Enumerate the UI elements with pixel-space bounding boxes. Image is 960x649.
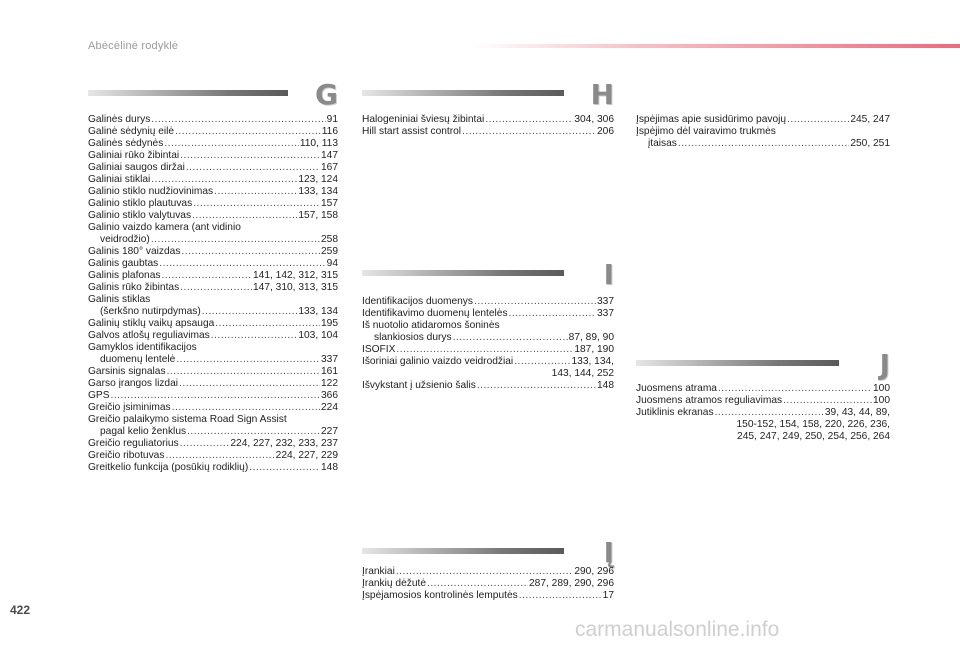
dot-leader	[192, 210, 297, 222]
dot-leader	[179, 378, 320, 390]
section-bar	[362, 548, 564, 554]
dot-leader	[519, 590, 602, 602]
index-entry	[362, 356, 614, 380]
index-entry	[88, 126, 338, 138]
section-letter: Į	[603, 536, 614, 569]
page-refs: 187, 190	[574, 344, 614, 355]
page-refs: 195	[321, 318, 338, 329]
dot-leader	[159, 258, 325, 270]
page-refs: 287, 289, 290, 296	[529, 578, 614, 589]
entry-term: Įspėjamosios kontrolinės lemputės	[362, 590, 518, 601]
page-refs: 337	[597, 308, 614, 319]
entry-term: Greitkelio funkcija (posūkių rodiklių)	[88, 462, 249, 473]
entry-term: Įspėjimas apie susidūrimo pavojų	[636, 114, 787, 125]
page-refs: 245, 247	[850, 114, 890, 125]
index-entry	[88, 330, 338, 342]
index-entry	[88, 294, 338, 318]
dot-leader	[718, 383, 872, 395]
page-refs: 116	[321, 126, 338, 137]
entry-term: Išvykstant į užsienio šalis	[362, 380, 476, 391]
index-entry	[88, 174, 338, 186]
dot-leader	[485, 114, 573, 126]
page-refs: 133, 134	[298, 186, 338, 197]
dot-leader	[462, 126, 596, 138]
page-refs: 147	[321, 150, 338, 161]
index-entry	[88, 150, 338, 162]
dot-leader	[151, 234, 320, 246]
index-entry	[362, 578, 614, 590]
entry-term: Hill start assist control	[362, 126, 462, 137]
watermark: carmanualsonline.info	[575, 618, 780, 641]
section-header-g	[88, 78, 338, 114]
section-letter: I	[603, 258, 614, 291]
index-entry	[362, 566, 614, 578]
page-refs: 337	[321, 354, 338, 365]
dot-leader	[427, 578, 528, 590]
index-column-g	[88, 114, 338, 474]
index-entry	[636, 407, 890, 443]
dot-leader	[164, 138, 299, 150]
page-refs: 227	[321, 426, 338, 437]
entry-term: Galinis plafonas	[88, 270, 161, 281]
entry-term-continued: duomenų lentelė	[100, 354, 176, 365]
index-entry	[362, 320, 614, 344]
entry-term: Galvos atlošų reguliavimas	[88, 330, 210, 341]
entry-term-continued: įtaisas	[648, 138, 677, 149]
entry-term: Jutiklinis ekranas	[636, 407, 714, 418]
entry-term: Įspėjimo dėl vairavimo trukmės	[636, 126, 776, 137]
dot-leader	[477, 380, 596, 392]
index-entry	[88, 462, 338, 474]
entry-term: Įrankių dėžutė	[362, 578, 426, 589]
dot-leader	[180, 438, 230, 450]
page-refs: 148	[597, 380, 614, 391]
section-letter: J	[879, 348, 890, 381]
dot-leader	[167, 366, 320, 378]
entry-term: Galinės sėdynės	[88, 138, 164, 149]
index-column-i-ogonek-part2	[636, 114, 890, 150]
entry-term: Iš nuotolio atidaromos šoninės	[362, 320, 500, 331]
dot-leader	[111, 390, 320, 402]
section-bar	[362, 270, 564, 276]
entry-term: Galinis stiklas	[88, 294, 151, 305]
page-refs: 337	[597, 296, 614, 307]
entry-term: Galiniai saugos diržai	[88, 162, 185, 173]
index-column-j	[636, 383, 890, 443]
page-refs: 87, 89, 90	[568, 332, 614, 343]
dot-leader	[453, 332, 568, 344]
page-refs: 250, 251	[850, 138, 890, 149]
dot-leader	[175, 126, 321, 138]
page-refs: 133, 134,	[571, 356, 614, 367]
index-entry	[88, 222, 338, 246]
entry-term: Išoriniai galinio vaizdo veidrodžiai	[362, 356, 514, 367]
dot-leader	[715, 407, 824, 419]
page-refs: 122	[321, 378, 338, 389]
index-entry	[636, 383, 890, 395]
entry-term: Galinės durys	[88, 114, 151, 125]
entry-term: Juosmens atrama	[636, 383, 717, 394]
index-entry	[88, 438, 338, 450]
page-refs: 17	[602, 590, 614, 601]
dot-leader	[214, 186, 297, 198]
page-refs-continued: 245, 247, 249, 250, 254, 256, 264	[737, 431, 890, 442]
page-refs: 110, 113	[299, 138, 338, 149]
entry-term: Galinis gaubtas	[88, 258, 159, 269]
index-entry	[362, 114, 614, 126]
dot-leader	[202, 306, 298, 318]
dot-leader	[509, 308, 596, 320]
index-entry	[88, 450, 338, 462]
entry-term: Galinio stiklo plautuvas	[88, 198, 193, 209]
section-header-j	[636, 348, 890, 384]
dot-leader	[151, 114, 325, 126]
index-entry	[88, 162, 338, 174]
page-refs: 39, 43, 44, 89,	[824, 407, 890, 418]
page-refs: 167	[321, 162, 338, 173]
dot-leader	[514, 356, 570, 368]
entry-term: Greičio ribotuvas	[88, 450, 165, 461]
page-refs: 206	[597, 126, 614, 137]
page-refs: 290, 296	[574, 566, 614, 577]
entry-term: Gamyklos identifikacijos	[88, 342, 197, 353]
index-column-h	[362, 114, 614, 138]
page-refs: 304, 306	[574, 114, 614, 125]
page-refs: 148	[321, 462, 338, 473]
index-entry	[88, 270, 338, 282]
index-entry	[88, 414, 338, 438]
entry-term-continued: slankiosios durys	[374, 332, 452, 343]
entry-term-continued: (šerkšno nutirpdymas)	[100, 306, 201, 317]
index-entry	[88, 198, 338, 210]
section-bar	[88, 90, 288, 96]
page-refs: 258	[321, 234, 338, 245]
page-refs: 224, 227, 232, 233, 237	[230, 438, 338, 449]
section-bar	[362, 90, 564, 96]
dot-leader	[193, 198, 320, 210]
entry-term-continued: pagal kelio ženklus	[100, 426, 187, 437]
page-refs: 91	[326, 114, 338, 125]
dot-leader	[165, 450, 274, 462]
entry-term: Halogeniniai šviesų žibintai	[362, 114, 485, 125]
index-entry	[88, 402, 338, 414]
dot-leader	[474, 296, 596, 308]
header-accent-bar	[470, 44, 960, 48]
page-refs: 157	[321, 198, 338, 209]
entry-term: Greičio įsiminimas	[88, 402, 171, 413]
dot-leader	[783, 395, 872, 407]
index-entry	[88, 366, 338, 378]
entry-term: Galinio stiklo valytuvas	[88, 210, 192, 221]
page-refs: 161	[321, 366, 338, 377]
index-entry	[88, 342, 338, 366]
index-entry	[362, 380, 614, 392]
dot-leader	[151, 174, 297, 186]
page-refs: 100	[873, 395, 890, 406]
section-header-i	[362, 258, 614, 294]
entry-term: Galinio vaizdo kamera (ant vidinio	[88, 222, 241, 233]
entry-term: Garso įrangos lizdai	[88, 378, 179, 389]
index-entry	[362, 126, 614, 138]
entry-term: Galinis 180° vaizdas	[88, 246, 181, 257]
index-entry	[636, 395, 890, 407]
index-column-i	[362, 296, 614, 392]
page-refs: 224, 227, 229	[275, 450, 338, 461]
page-refs-continued: 143, 144, 252	[551, 368, 614, 379]
page-refs: 224	[321, 402, 338, 413]
dot-leader	[396, 344, 573, 356]
index-entry	[88, 210, 338, 222]
entry-term: Greičio reguliatorius	[88, 438, 179, 449]
page-refs: 100	[873, 383, 890, 394]
index-entry	[88, 378, 338, 390]
index-entry	[636, 114, 890, 126]
index-entry	[88, 246, 338, 258]
entry-term: Identifikavimo duomenų lentelės	[362, 308, 508, 319]
page-refs: 103, 104	[298, 330, 338, 341]
dot-leader	[396, 566, 574, 578]
entry-term: Garsinis signalas	[88, 366, 166, 377]
entry-term: Galiniai rūko žibintai	[88, 150, 180, 161]
index-entry	[362, 590, 614, 602]
entry-term: Galiniai stiklai	[88, 174, 151, 185]
section-bar	[636, 360, 839, 366]
section-header-h	[362, 78, 614, 114]
index-entry	[362, 344, 614, 356]
index-entry	[636, 126, 890, 150]
dot-leader	[180, 282, 252, 294]
dot-leader	[176, 354, 320, 366]
entry-term: Identifikacijos duomenys	[362, 296, 473, 307]
dot-leader	[215, 318, 320, 330]
dot-leader	[678, 138, 849, 150]
index-entry	[88, 318, 338, 330]
page-refs: 141, 142, 312, 315	[253, 270, 338, 281]
page-header-title: Abėcėlinė rodyklė	[88, 40, 179, 52]
page-refs: 94	[326, 258, 338, 269]
entry-term-continued: veidrodžio)	[100, 234, 150, 245]
page-refs: 259	[321, 246, 338, 257]
index-entry	[88, 282, 338, 294]
index-entry	[88, 258, 338, 270]
entry-term: Galinio stiklo nudžiovinimas	[88, 186, 214, 197]
dot-leader	[187, 426, 320, 438]
index-entry	[88, 138, 338, 150]
entry-term: Įrankiai	[362, 566, 395, 577]
index-entry	[88, 186, 338, 198]
page-number: 422	[10, 603, 31, 617]
section-letter: H	[590, 78, 614, 111]
page-refs-continued: 150-152, 154, 158, 220, 226, 236,	[736, 419, 890, 430]
entry-term: Greičio palaikymo sistema Road Sign Assist	[88, 414, 287, 425]
page-refs: 147, 310, 313, 315	[253, 282, 338, 293]
page-refs: 133, 134	[298, 306, 338, 317]
entry-term: ISOFIX	[362, 344, 396, 355]
index-entry	[88, 390, 338, 402]
entry-term: Juosmens atramos reguliavimas	[636, 395, 783, 406]
entry-term: Galinių stiklų vaikų apsauga	[88, 318, 215, 329]
dot-leader	[211, 330, 298, 342]
dot-leader	[181, 246, 320, 258]
index-entry	[88, 114, 338, 126]
dot-leader	[172, 402, 320, 414]
index-entry	[362, 308, 614, 320]
index-column-i-ogonek-part1	[362, 566, 614, 602]
section-letter: G	[315, 78, 338, 111]
page-refs: 157, 158	[298, 210, 338, 221]
page-refs: 366	[321, 390, 338, 401]
dot-leader	[186, 162, 320, 174]
dot-leader	[787, 114, 849, 126]
entry-term: Galinis rūko žibintas	[88, 282, 180, 293]
page-refs: 123, 124	[298, 174, 338, 185]
dot-leader	[180, 150, 320, 162]
index-entry	[362, 296, 614, 308]
entry-term: Galinė sėdynių eilė	[88, 126, 175, 137]
dot-leader	[249, 462, 320, 474]
dot-leader	[162, 270, 253, 282]
entry-term: GPS	[88, 390, 110, 401]
